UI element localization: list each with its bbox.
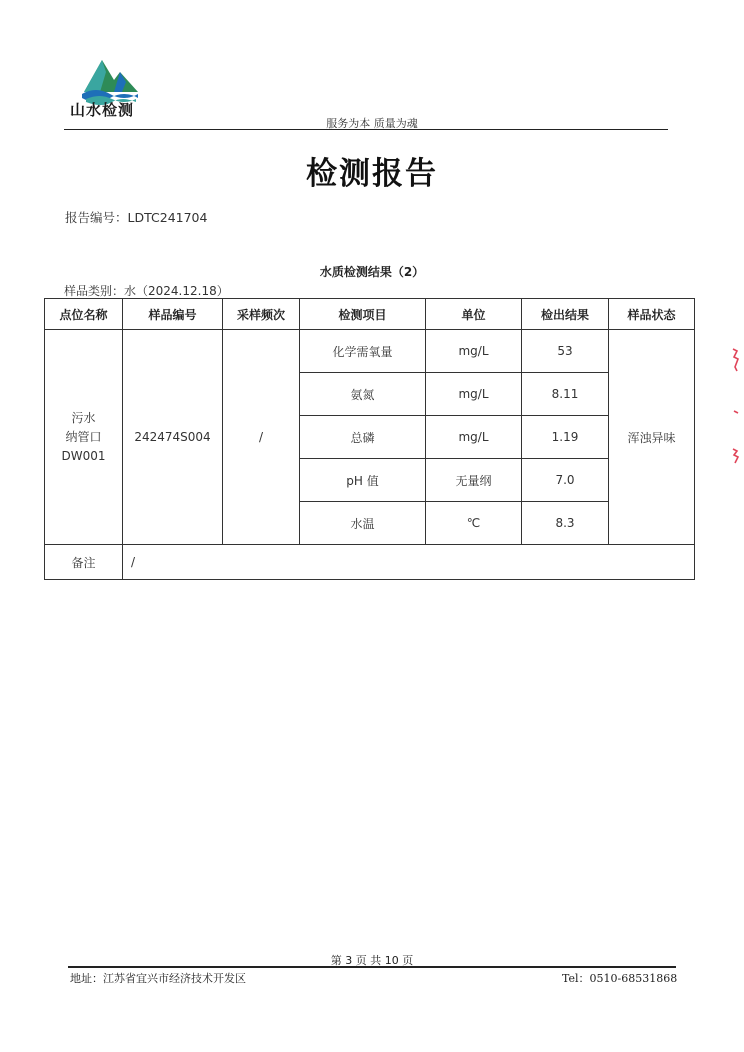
logo-text: 山水检测 <box>70 101 135 119</box>
report-number-value: LDTC241704 <box>127 210 208 225</box>
report-number-label: 报告编号： <box>65 210 128 225</box>
unit-cell: 无量纲 <box>426 459 522 502</box>
site-name-line: 纳管口 <box>65 429 102 444</box>
notes-row <box>45 545 695 580</box>
page-number: 第 3 页 共 10 页 <box>330 954 414 967</box>
test-item-cell: 化学需氧量 <box>300 330 426 373</box>
sample-category: 样品类别：水（2024.12.18） <box>64 284 229 298</box>
header-cell: 点位名称 <box>45 299 123 330</box>
header-cell: 检出结果 <box>522 299 609 330</box>
unit-cell: mg/L <box>426 373 522 416</box>
header-cell: 样品状态 <box>609 299 695 330</box>
table-row <box>45 330 695 373</box>
notes-value: / <box>123 545 695 580</box>
result-cell: 8.11 <box>522 373 609 416</box>
site-name-line: 污水 <box>71 410 96 425</box>
header-cell: 样品编号 <box>123 299 223 330</box>
table-header-row <box>45 299 695 330</box>
result-cell: 1.19 <box>522 416 609 459</box>
header-cell: 单位 <box>426 299 522 330</box>
header-cell: 检测项目 <box>300 299 426 330</box>
results-table <box>44 298 695 580</box>
notes-label: 备注 <box>45 545 123 580</box>
report-title: 检测报告 <box>306 156 438 192</box>
result-cell: 53 <box>522 330 609 373</box>
report-number <box>65 208 207 226</box>
result-cell: 7.0 <box>522 459 609 502</box>
sample-id-cell: 242474S004 <box>123 330 223 545</box>
header-divider <box>64 129 668 130</box>
test-item-cell: 氨氮 <box>300 373 426 416</box>
unit-cell: ℃ <box>426 502 522 545</box>
footer-tel: Tel：0510-68531868 <box>562 972 678 985</box>
slogan-text: 服务为本 质量为魂 <box>326 117 418 130</box>
result-cell: 8.3 <box>522 502 609 545</box>
test-item-cell: pH 值 <box>300 459 426 502</box>
footer-address: 地址：江苏省宜兴市经济技术开发区 <box>70 972 246 985</box>
unit-cell: mg/L <box>426 416 522 459</box>
header-cell: 采样频次 <box>223 299 300 330</box>
table-title: 水质检测结果（2） <box>319 265 425 279</box>
frequency-cell: / <box>223 330 300 545</box>
unit-cell: mg/L <box>426 330 522 373</box>
test-item-cell: 总磷 <box>300 416 426 459</box>
sample-status-cell: 浑浊异味 <box>609 330 695 545</box>
test-item-cell: 水温 <box>300 502 426 545</box>
site-name-cell <box>45 330 123 545</box>
site-name-line: DW001 <box>61 448 106 463</box>
seal-fragment <box>728 345 742 465</box>
footer-divider <box>68 966 676 968</box>
